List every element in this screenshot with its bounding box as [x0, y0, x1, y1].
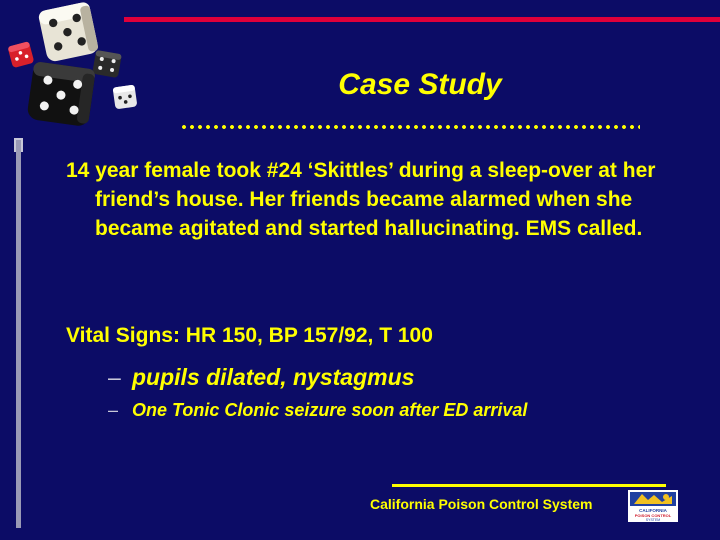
- sub-item-seizure: [108, 400, 708, 424]
- footer-organization: California Poison Control System: [370, 496, 593, 512]
- california-poison-control-logo: [628, 490, 678, 522]
- top-accent-rule: [124, 17, 720, 22]
- dice-icon: [0, 0, 150, 135]
- svg-text:POISON CONTROL: POISON CONTROL: [634, 513, 672, 518]
- svg-text:CALIFORNIA: CALIFORNIA: [639, 508, 667, 513]
- svg-text:SYSTEM: SYSTEM: [645, 518, 661, 522]
- sub-item-text: One Tonic Clonic seizure soon after ED arrival: [132, 400, 528, 420]
- dash-bullet: –: [108, 364, 121, 390]
- footer-rule: [392, 484, 666, 487]
- sub-item-pupils: [108, 364, 708, 394]
- slide-title: Case Study: [338, 68, 502, 101]
- left-accent-rule: [16, 140, 21, 528]
- vital-signs: Vital Signs: HR 150, BP 157/92, T 100: [66, 324, 433, 347]
- case-description: 14 year female took #24 ‘Skittles’ during a sleep-over at her friend’s house. Her friends became alarmed when she became agitated and started hallucinating. EMS called.: [66, 159, 656, 240]
- title-dotted-rule: [180, 124, 640, 130]
- dash-bullet: –: [108, 400, 119, 420]
- sub-item-text: pupils dilated, nystagmus: [132, 364, 415, 390]
